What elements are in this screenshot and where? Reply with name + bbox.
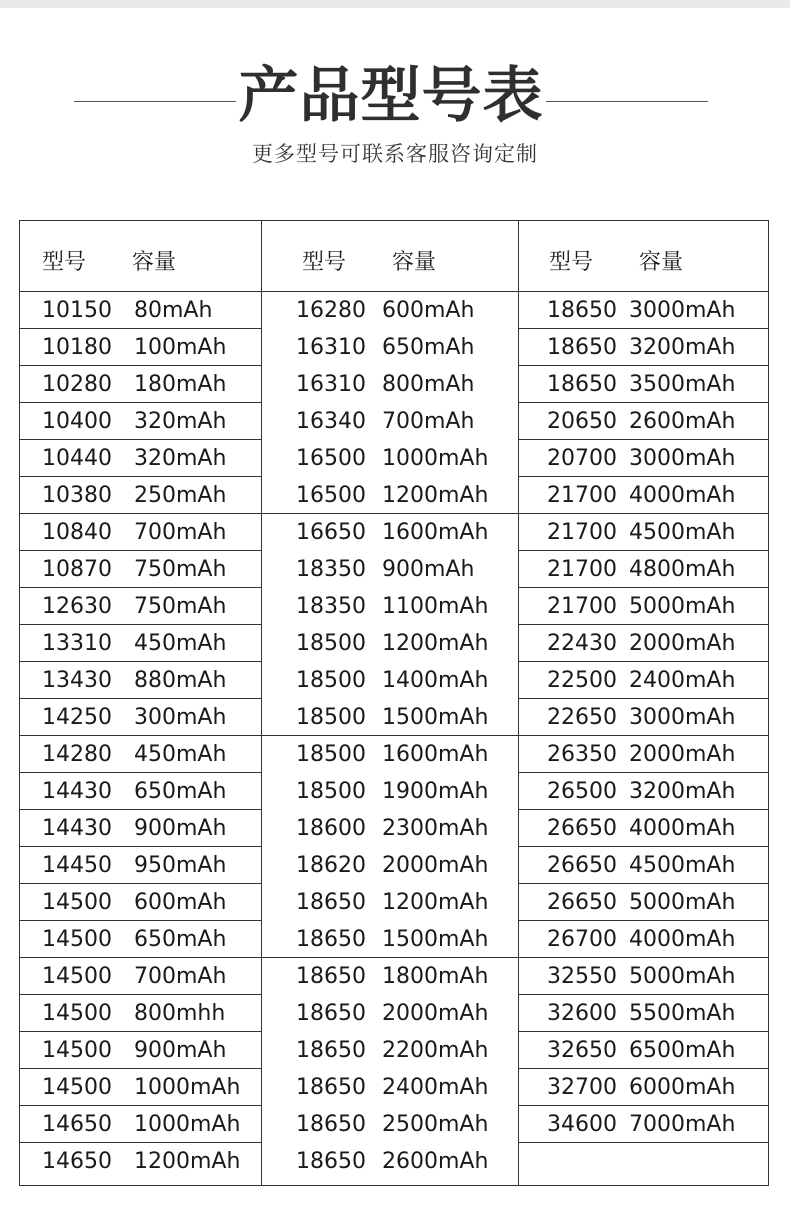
capacity-cell: 1000mAh bbox=[134, 1075, 241, 1100]
model-cell: 16310 bbox=[296, 372, 366, 397]
table-row bbox=[262, 1069, 519, 1106]
model-cell: 18350 bbox=[296, 557, 366, 582]
capacity-cell: 800mhh bbox=[134, 1001, 226, 1026]
model-cell: 18500 bbox=[296, 668, 366, 693]
table-row bbox=[519, 477, 769, 514]
capacity-cell: 600mAh bbox=[134, 890, 227, 915]
table-row bbox=[20, 1143, 261, 1180]
table-row bbox=[20, 366, 261, 403]
model-cell: 13310 bbox=[42, 631, 112, 656]
model-cell: 18650 bbox=[296, 1149, 366, 1174]
table-row bbox=[20, 884, 261, 921]
capacity-cell: 2600mAh bbox=[629, 409, 736, 434]
table-row bbox=[519, 921, 769, 958]
table-row bbox=[262, 1106, 519, 1143]
table-column bbox=[261, 221, 519, 1185]
model-cell: 14500 bbox=[42, 1001, 112, 1026]
table-row bbox=[20, 1069, 261, 1106]
capacity-cell: 2000mAh bbox=[629, 742, 736, 767]
model-cell: 18500 bbox=[296, 742, 366, 767]
table-row bbox=[262, 958, 519, 995]
capacity-cell: 950mAh bbox=[134, 853, 227, 878]
capacity-cell: 2500mAh bbox=[382, 1112, 489, 1137]
table-row bbox=[519, 1143, 769, 1180]
table-row bbox=[262, 366, 519, 403]
header-capacity-label: 容量 bbox=[639, 250, 684, 275]
model-cell: 26500 bbox=[547, 779, 617, 804]
model-cell: 18650 bbox=[296, 964, 366, 989]
table-row bbox=[262, 662, 519, 699]
capacity-cell: 300mAh bbox=[134, 705, 227, 730]
table-row bbox=[519, 403, 769, 440]
model-cell: 32650 bbox=[547, 1038, 617, 1063]
model-cell: 10180 bbox=[42, 335, 112, 360]
capacity-cell: 6000mAh bbox=[629, 1075, 736, 1100]
model-cell: 14430 bbox=[42, 779, 112, 804]
model-cell: 18500 bbox=[296, 779, 366, 804]
model-cell: 26650 bbox=[547, 890, 617, 915]
capacity-cell: 800mAh bbox=[382, 372, 475, 397]
capacity-cell: 4800mAh bbox=[629, 557, 736, 582]
table-row bbox=[519, 810, 769, 847]
model-cell: 10280 bbox=[42, 372, 112, 397]
table-row bbox=[262, 588, 519, 625]
table-row bbox=[262, 995, 519, 1032]
model-cell: 14450 bbox=[42, 853, 112, 878]
capacity-cell: 80mAh bbox=[134, 298, 213, 323]
capacity-cell: 2600mAh bbox=[382, 1149, 489, 1174]
model-cell: 16650 bbox=[296, 520, 366, 545]
capacity-cell: 3500mAh bbox=[629, 372, 736, 397]
table-row bbox=[20, 773, 261, 810]
model-cell: 18650 bbox=[547, 298, 617, 323]
table-row bbox=[519, 884, 769, 921]
model-cell: 14500 bbox=[42, 1075, 112, 1100]
header-model-label: 型号 bbox=[549, 250, 594, 275]
table-row bbox=[20, 736, 261, 773]
table-row bbox=[262, 292, 519, 329]
model-cell: 21700 bbox=[547, 483, 617, 508]
model-cell: 18650 bbox=[296, 890, 366, 915]
table-row bbox=[20, 292, 261, 329]
table-row bbox=[20, 625, 261, 662]
capacity-cell: 650mAh bbox=[382, 335, 475, 360]
capacity-cell: 4500mAh bbox=[629, 853, 736, 878]
table-row bbox=[519, 1069, 769, 1106]
capacity-cell: 650mAh bbox=[134, 927, 227, 952]
table-row bbox=[519, 662, 769, 699]
capacity-cell: 7000mAh bbox=[629, 1112, 736, 1137]
table-row bbox=[262, 921, 519, 958]
model-cell: 10840 bbox=[42, 520, 112, 545]
column-header bbox=[519, 221, 769, 292]
header-model-label: 型号 bbox=[302, 250, 347, 275]
model-cell: 18650 bbox=[296, 1001, 366, 1026]
capacity-cell: 5000mAh bbox=[629, 964, 736, 989]
model-cell: 26650 bbox=[547, 816, 617, 841]
table-row bbox=[20, 958, 261, 995]
model-cell: 14500 bbox=[42, 964, 112, 989]
model-cell: 14500 bbox=[42, 1038, 112, 1063]
capacity-cell: 1200mAh bbox=[382, 631, 489, 656]
title-block bbox=[0, 58, 790, 138]
capacity-cell: 650mAh bbox=[134, 779, 227, 804]
capacity-cell: 1000mAh bbox=[382, 446, 489, 471]
table-row bbox=[20, 588, 261, 625]
table-row bbox=[20, 1032, 261, 1069]
model-cell: 32600 bbox=[547, 1001, 617, 1026]
table-row bbox=[519, 625, 769, 662]
model-cell: 16340 bbox=[296, 409, 366, 434]
table-row bbox=[20, 847, 261, 884]
capacity-cell: 5500mAh bbox=[629, 1001, 736, 1026]
capacity-cell: 6500mAh bbox=[629, 1038, 736, 1063]
table-row bbox=[519, 329, 769, 366]
model-cell: 14430 bbox=[42, 816, 112, 841]
table-row bbox=[262, 403, 519, 440]
page-title: 产品型号表 bbox=[238, 61, 544, 131]
table-row bbox=[262, 736, 519, 773]
table-row bbox=[519, 551, 769, 588]
capacity-cell: 1600mAh bbox=[382, 520, 489, 545]
model-cell: 10870 bbox=[42, 557, 112, 582]
capacity-cell: 900mAh bbox=[382, 557, 475, 582]
table-row bbox=[262, 1143, 519, 1180]
capacity-cell: 4000mAh bbox=[629, 927, 736, 952]
model-cell: 18500 bbox=[296, 631, 366, 656]
model-cell: 22650 bbox=[547, 705, 617, 730]
capacity-cell: 600mAh bbox=[382, 298, 475, 323]
capacity-cell: 1100mAh bbox=[382, 594, 489, 619]
table-row bbox=[20, 477, 261, 514]
model-cell: 18600 bbox=[296, 816, 366, 841]
model-cell: 14650 bbox=[42, 1149, 112, 1174]
capacity-cell: 750mAh bbox=[134, 594, 227, 619]
model-cell: 14250 bbox=[42, 705, 112, 730]
model-cell: 16310 bbox=[296, 335, 366, 360]
model-cell: 21700 bbox=[547, 557, 617, 582]
table-row bbox=[262, 699, 519, 736]
page-subtitle: 更多型号可联系客服咨询定制 bbox=[252, 142, 538, 166]
capacity-cell: 250mAh bbox=[134, 483, 227, 508]
table-row bbox=[262, 329, 519, 366]
model-cell: 18650 bbox=[296, 1075, 366, 1100]
model-cell: 18350 bbox=[296, 594, 366, 619]
table-row bbox=[20, 662, 261, 699]
capacity-cell: 4500mAh bbox=[629, 520, 736, 545]
table-row bbox=[20, 699, 261, 736]
capacity-cell: 1000mAh bbox=[134, 1112, 241, 1137]
model-cell: 20700 bbox=[547, 446, 617, 471]
capacity-cell: 1200mAh bbox=[382, 483, 489, 508]
capacity-cell: 750mAh bbox=[134, 557, 227, 582]
table-row bbox=[519, 958, 769, 995]
table-row bbox=[519, 1032, 769, 1069]
table-row bbox=[519, 1106, 769, 1143]
capacity-cell: 900mAh bbox=[134, 1038, 227, 1063]
model-cell: 18500 bbox=[296, 705, 366, 730]
header-capacity-label: 容量 bbox=[132, 250, 177, 275]
table-row bbox=[519, 736, 769, 773]
table-row bbox=[20, 810, 261, 847]
model-cell: 18650 bbox=[296, 927, 366, 952]
capacity-cell: 1500mAh bbox=[382, 927, 489, 952]
table-row bbox=[262, 810, 519, 847]
capacity-cell: 450mAh bbox=[134, 742, 227, 767]
table-row bbox=[519, 699, 769, 736]
table-row bbox=[20, 329, 261, 366]
table-row bbox=[519, 514, 769, 551]
model-cell: 26650 bbox=[547, 853, 617, 878]
capacity-cell: 900mAh bbox=[134, 816, 227, 841]
column-header bbox=[20, 221, 261, 292]
column-header bbox=[262, 221, 519, 292]
model-cell: 12630 bbox=[42, 594, 112, 619]
table-row bbox=[519, 847, 769, 884]
capacity-cell: 880mAh bbox=[134, 668, 227, 693]
model-cell: 14280 bbox=[42, 742, 112, 767]
table-row bbox=[262, 551, 519, 588]
capacity-cell: 100mAh bbox=[134, 335, 227, 360]
table-row bbox=[519, 440, 769, 477]
table-column bbox=[20, 221, 261, 1185]
model-cell: 18650 bbox=[296, 1038, 366, 1063]
model-cell: 22500 bbox=[547, 668, 617, 693]
table-column bbox=[518, 221, 769, 1185]
capacity-cell: 2400mAh bbox=[382, 1075, 489, 1100]
header-model-label: 型号 bbox=[42, 250, 87, 275]
top-strip bbox=[0, 0, 790, 8]
table-row bbox=[262, 847, 519, 884]
table-row bbox=[20, 995, 261, 1032]
model-cell: 10400 bbox=[42, 409, 112, 434]
capacity-cell: 2000mAh bbox=[629, 631, 736, 656]
model-cell: 13430 bbox=[42, 668, 112, 693]
capacity-cell: 1800mAh bbox=[382, 964, 489, 989]
table-row bbox=[519, 773, 769, 810]
table-row bbox=[20, 1106, 261, 1143]
model-cell: 10440 bbox=[42, 446, 112, 471]
model-cell: 18650 bbox=[547, 372, 617, 397]
table-row bbox=[519, 292, 769, 329]
table-row bbox=[262, 1032, 519, 1069]
capacity-cell: 5000mAh bbox=[629, 890, 736, 915]
table-row bbox=[262, 514, 519, 551]
model-cell: 21700 bbox=[547, 520, 617, 545]
capacity-cell: 1900mAh bbox=[382, 779, 489, 804]
capacity-cell: 4000mAh bbox=[629, 816, 736, 841]
table-row bbox=[20, 921, 261, 958]
table-row bbox=[262, 625, 519, 662]
table-row bbox=[20, 514, 261, 551]
model-cell: 34600 bbox=[547, 1112, 617, 1137]
header-capacity-label: 容量 bbox=[392, 250, 437, 275]
capacity-cell: 2000mAh bbox=[382, 853, 489, 878]
table-row bbox=[20, 440, 261, 477]
capacity-cell: 3000mAh bbox=[629, 298, 736, 323]
model-cell: 10150 bbox=[42, 298, 112, 323]
table-row bbox=[519, 588, 769, 625]
model-cell: 21700 bbox=[547, 594, 617, 619]
capacity-cell: 5000mAh bbox=[629, 594, 736, 619]
capacity-cell: 2000mAh bbox=[382, 1001, 489, 1026]
model-table bbox=[19, 220, 769, 1186]
table-row bbox=[519, 995, 769, 1032]
model-cell: 14500 bbox=[42, 890, 112, 915]
table-row bbox=[262, 773, 519, 810]
table-row bbox=[20, 403, 261, 440]
model-cell: 32700 bbox=[547, 1075, 617, 1100]
table-row bbox=[20, 551, 261, 588]
capacity-cell: 1400mAh bbox=[382, 668, 489, 693]
capacity-cell: 3000mAh bbox=[629, 446, 736, 471]
model-cell: 20650 bbox=[547, 409, 617, 434]
table-row bbox=[262, 477, 519, 514]
capacity-cell: 700mAh bbox=[134, 520, 227, 545]
capacity-cell: 450mAh bbox=[134, 631, 227, 656]
title-divider-right bbox=[546, 101, 708, 102]
title-divider-left bbox=[74, 101, 236, 102]
table-row bbox=[262, 440, 519, 477]
model-cell: 10380 bbox=[42, 483, 112, 508]
capacity-cell: 700mAh bbox=[382, 409, 475, 434]
capacity-cell: 700mAh bbox=[134, 964, 227, 989]
model-cell: 18620 bbox=[296, 853, 366, 878]
capacity-cell: 4000mAh bbox=[629, 483, 736, 508]
capacity-cell: 320mAh bbox=[134, 409, 227, 434]
model-cell: 16500 bbox=[296, 446, 366, 471]
model-cell: 16500 bbox=[296, 483, 366, 508]
model-cell: 14500 bbox=[42, 927, 112, 952]
capacity-cell: 2300mAh bbox=[382, 816, 489, 841]
capacity-cell: 1200mAh bbox=[134, 1149, 241, 1174]
capacity-cell: 3000mAh bbox=[629, 705, 736, 730]
capacity-cell: 2400mAh bbox=[629, 668, 736, 693]
model-cell: 18650 bbox=[296, 1112, 366, 1137]
capacity-cell: 1500mAh bbox=[382, 705, 489, 730]
capacity-cell: 3200mAh bbox=[629, 335, 736, 360]
table-row bbox=[262, 884, 519, 921]
capacity-cell: 3200mAh bbox=[629, 779, 736, 804]
table-row bbox=[519, 366, 769, 403]
model-cell: 26350 bbox=[547, 742, 617, 767]
capacity-cell: 1600mAh bbox=[382, 742, 489, 767]
model-cell: 26700 bbox=[547, 927, 617, 952]
model-cell: 18650 bbox=[547, 335, 617, 360]
model-cell: 32550 bbox=[547, 964, 617, 989]
model-cell: 16280 bbox=[296, 298, 366, 323]
capacity-cell: 320mAh bbox=[134, 446, 227, 471]
capacity-cell: 180mAh bbox=[134, 372, 227, 397]
capacity-cell: 1200mAh bbox=[382, 890, 489, 915]
capacity-cell: 2200mAh bbox=[382, 1038, 489, 1063]
model-cell: 14650 bbox=[42, 1112, 112, 1137]
model-cell: 22430 bbox=[547, 631, 617, 656]
